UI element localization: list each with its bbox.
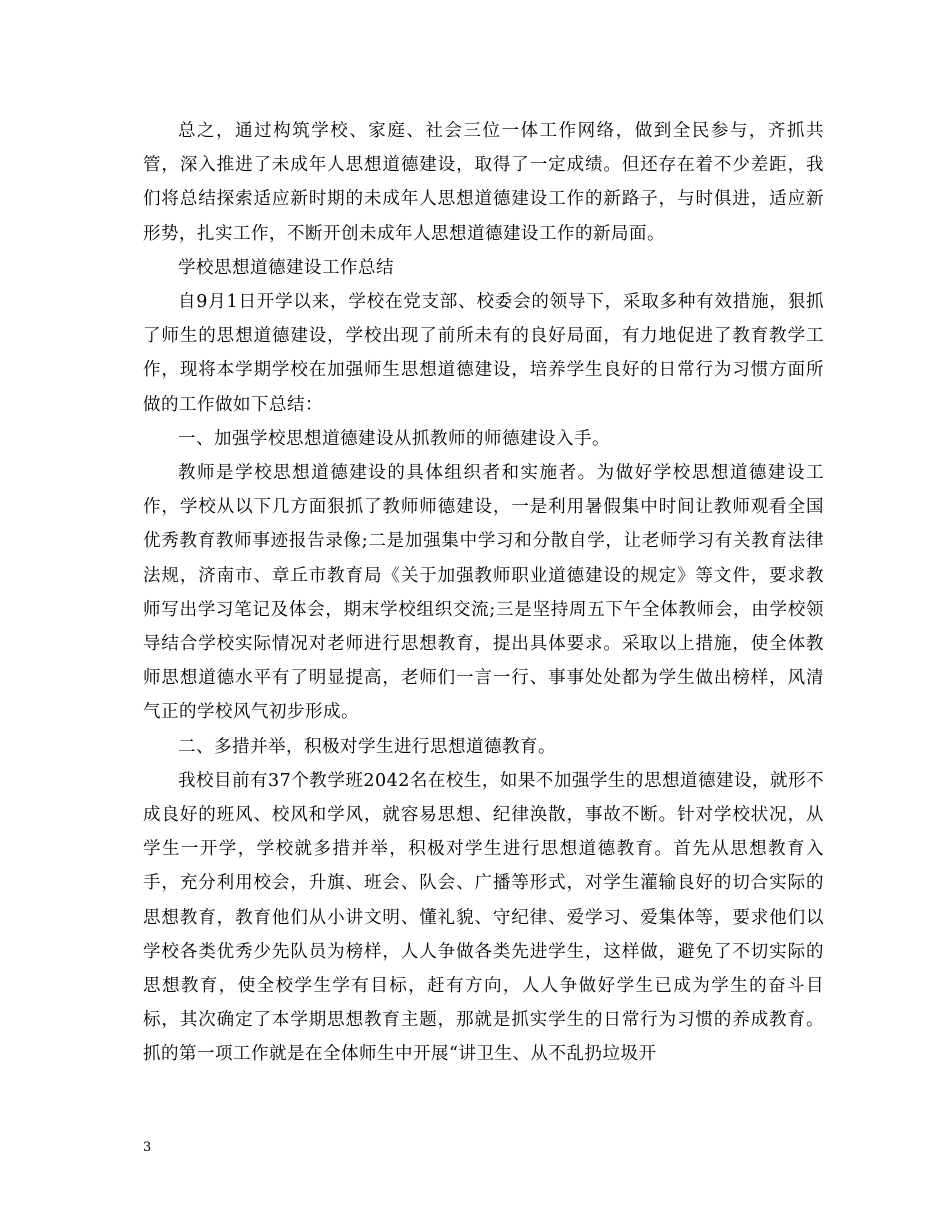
heading-two: 二、多措并举，积极对学生进行思想道德教育。 [178,736,556,757]
paragraph-teachers: 教师是学校思想道德建设的具体组织者和实施者。为做好学校思想道德建设工作，学校从以下几方面狠抓了教师师德建设，一是利用暑假集中时间让教师观看全国优秀教育教师事迹报告录像;二是加强集中学习和分散自学，让老师学习有关教育法律法规，济南市、章丘市教育局《关于加强教师职业道德建设的规定》等文件，要求教师写出学习笔记及体会，期末学校组织交流;三是坚持周五下午全体教师会，由学校领导结合学校实际情况对老师进行思想教育，提出具体要求。采取以上措施，使全体教师思想道德水平有了明显提高，老师们一言一行、事事处处都为学生做出榜样，风清气正的学校风气初步形成。 [143,463,824,723]
paragraph-intro: 自9月1日开学以来，学校在党支部、校委会的领导下，采取多种有效措施，狠抓了师生的思想道德建设，学校出现了前所未有的良好局面，有力地促进了教育教学工作，现将本学期学校在加强师生思想道德建设，培养学生良好的日常行为习惯方面所做的工作做如下总结： [143,292,824,415]
paragraph-students: 我校目前有37个教学班2042名在校生，如果不加强学生的思想道德建设，就形不成良好的班风、校风和学风，就容易思想、纪律涣散，事故不断。针对学校状况，从学生一开学，学校就多措并举，积极对学生进行思想道德教育。首先从思想教育入手，充分利用校会，升旗、班会、队会、广播等形式，对学生灌输良好的切合实际的思想教育，教育他们从小讲文明、懂礼貌、守纪律、爱学习、爱集体等，要求他们以学校各类优秀少先队员为榜样，人人争做各类先进学生，这样做，避免了不切实际的思想教育，使全校学生学有目标，赶有方向，人人争做好学生已成为学生的奋斗目标，其次确定了本学期思想教育主题，那就是抓实学生的日常行为习惯的养成教育。抓的第一项工作就是在全体师生中开展“讲卫生、从不乱扔垃圾开 [143,770,824,1065]
paragraph-summary: 总之，通过构筑学校、家庭、社会三位一体工作网络，做到全民参与，齐抓共管，深入推进了未成年人思想道德建设，取得了一定成绩。但还存在着不少差距，我们将总结探索适应新时期的未成年人思想道德建设工作的新路子，与时俱进，适应新形势，扎实工作，不断开创未成年人思想道德建设工作的新局面。 [143,121,824,244]
heading-one: 一、加强学校思想道德建设从抓教师的师德建设入手。 [178,428,610,449]
section-title: 学校思想道德建设工作总结 [178,257,394,278]
document-body [143,114,824,1072]
page-number: 3 [143,1140,152,1155]
